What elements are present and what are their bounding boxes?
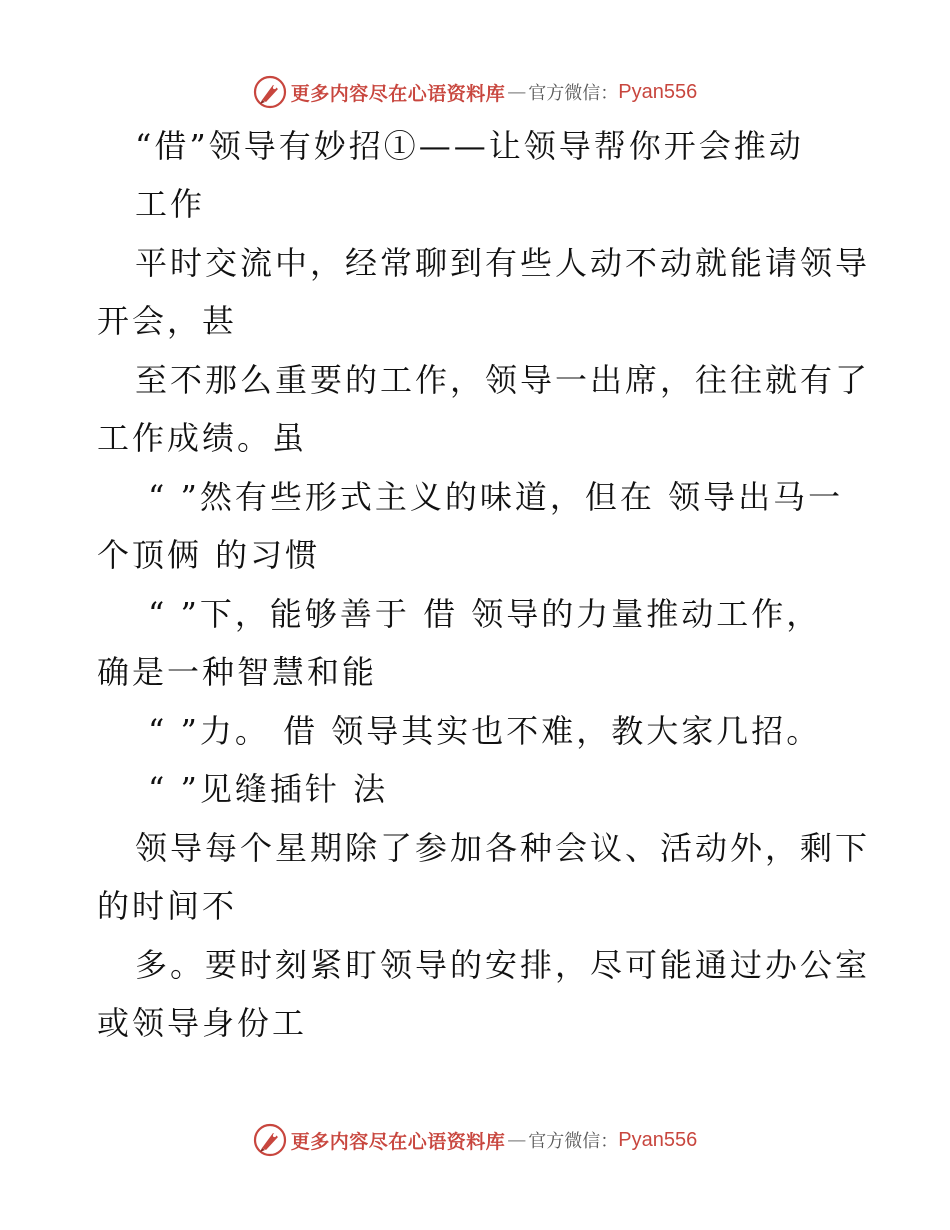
footer-banner <box>0 1120 950 1160</box>
paragraph-line: “ ”力。 借 领导其实也不难，教大家几招。 <box>148 712 822 750</box>
paragraph-line: 的时间不 <box>97 887 238 925</box>
paragraph-line: 开会，甚 <box>97 302 238 340</box>
article-title-line-1: “借”领导有妙招①——让领导帮你开会推动 <box>135 127 804 165</box>
article-title-line-2: 工作 <box>135 185 206 223</box>
brand-text: 更多内容尽在心语资料库 <box>290 82 506 105</box>
wechat-id: Pyan556 <box>618 1128 698 1151</box>
brand-text: 更多内容尽在心语资料库 <box>290 1130 506 1153</box>
paragraph-line: 或领导身份工 <box>97 1004 308 1042</box>
wechat-id: Pyan556 <box>618 80 698 103</box>
paragraph-line: 多。要时刻紧盯领导的安排，尽可能通过办公室 <box>135 946 871 984</box>
section-heading: “ ”见缝插针 法 <box>148 770 389 808</box>
banner-separator: — <box>507 1129 527 1151</box>
paragraph-line: 领导每个星期除了参加各种会议、活动外，剩下 <box>135 829 871 867</box>
paragraph-line: 平时交流中，经常聊到有些人动不动就能请领导 <box>135 244 871 282</box>
wechat-label: 官方微信： <box>528 1131 619 1152</box>
paragraph-line: “ ”然有些形式主义的味道，但在 领导出马一 <box>148 478 844 516</box>
paragraph-line: 工作成绩。虽 <box>97 419 308 457</box>
paragraph-line: 至不那么重要的工作，领导一出席，往往就有了 <box>135 361 871 399</box>
paragraph-line: “ ”下，能够善于 借 领导的力量推动工作， <box>148 595 822 633</box>
pen-nib-logo-icon <box>253 1123 287 1157</box>
paragraph-line: 个顶俩 的习惯 <box>97 536 321 574</box>
wechat-label: 官方微信： <box>528 83 619 104</box>
banner-separator: — <box>507 81 527 103</box>
paragraph-line: 确是一种智慧和能 <box>97 653 378 691</box>
